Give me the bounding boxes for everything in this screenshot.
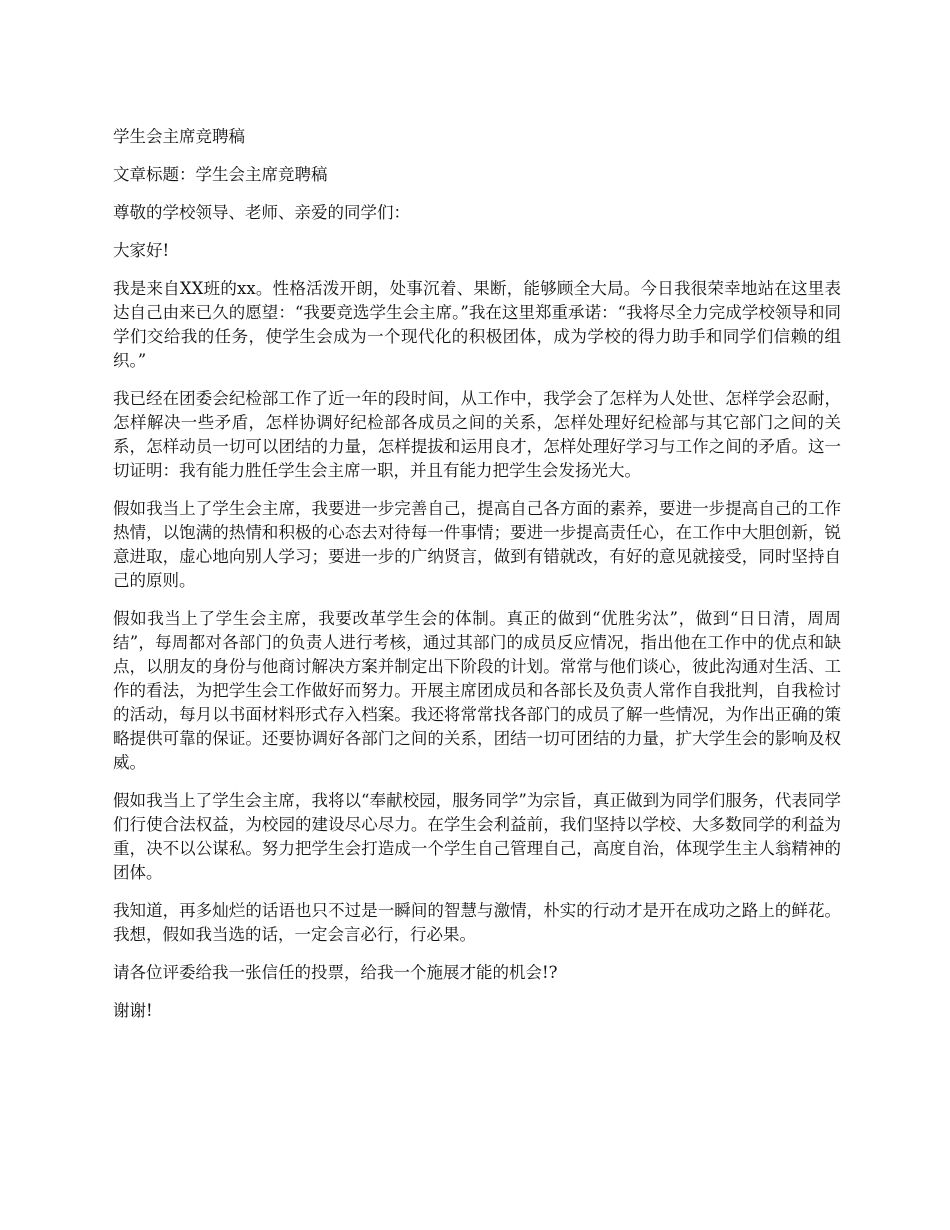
closing: 谢谢! [113,1001,153,1020]
paragraph-introduction: 我是来自XX班的xx。性格活泼开朗，处事沉着、果断，能够顾全大局。今日我很荣幸地站在这里表达自己由来已久的愿望：“我要竞选学生会主席。”我在这里郑重承诺：“我将尽全力完成学校领导和同学们交给我的任务，使学生会成为一个现代化的积极团体，成为学校的得力助手和同学们信赖的组织。” [113,279,841,370]
paragraph-self-improvement: 假如我当上了学生会主席，我要进一步完善自己，提高自己各方面的素养，要进一步提高自己的工作热情，以饱满的热情和积极的心态去对待每一件事情；要进一步提高责任心，在工作中大胆创新，锐意进取，虚心地向别人学习；要进一步的广纳贤言，做到有错就改，有好的意见就接受，同时坚持自己的原则。 [113,499,841,590]
paragraph-appeal: 请各位评委给我一张信任的投票，给我一个施展才能的机会!? [113,963,558,982]
paragraph-experience: 我已经在团委会纪检部工作了近一年的段时间，从工作中，我学会了怎样为人处世、怎样学会忍耐，怎样解决一些矛盾，怎样协调好纪检部各成员之间的关系，怎样处理好纪检部与其它部门之间的关系，怎样动员一切可以团结的力量，怎样提拔和运用良才，怎样处理好学习与工作之间的矛盾。这一切证明：我有能力胜任学生会主席一职，并且有能力把学生会发扬光大。 [113,389,841,480]
paragraph-service: 假如我当上了学生会主席，我将以“奉献校园，服务同学”为宗旨，真正做到为同学们服务，代表同学们行使合法权益，为校园的建设尽心尽力。在学生会利益前，我们坚持以学校、大多数同学的利益为重，决不以公谋私。努力把学生会打造成一个学生自己管理自己，高度自治，体现学生主人翁精神的团体。 [113,791,841,882]
document-heading: 学生会主席竞聘稿 [113,127,245,146]
article-title: 文章标题：学生会主席竞聘稿 [113,165,328,184]
greeting: 大家好! [113,241,170,260]
document-page [113,125,841,1037]
salutation: 尊敬的学校领导、老师、亲爱的同学们： [113,203,410,222]
paragraph-action: 我知道，再多灿烂的话语也只不过是一瞬间的智慧与激情，朴实的行动才是开在成功之路上的鲜花。我想，假如我当选的话，一定会言必行，行必果。 [113,901,841,944]
paragraph-reform: 假如我当上了学生会主席，我要改革学生会的体制。真正的做到“优胜劣汰”，做到“日日清，周周结”，每周都对各部门的负责人进行考核，通过其部门的成员反应情况，指出他在工作中的优点和缺点，以朋友的身份与他商讨解决方案并制定出下阶段的计划。常常与他们谈心，彼此沟通对生活、工作的看法，为把学生会工作做好而努力。开展主席团成员和各部长及负责人常作自我批判，自我检讨的活动，每月以书面材料形式存入档案。我还将常常找各部门的成员了解一些情况，为作出正确的策略提供可靠的保证。还要协调好各部门之间的关系，团结一切可团结的力量，扩大学生会的影响及权威。 [113,609,841,772]
